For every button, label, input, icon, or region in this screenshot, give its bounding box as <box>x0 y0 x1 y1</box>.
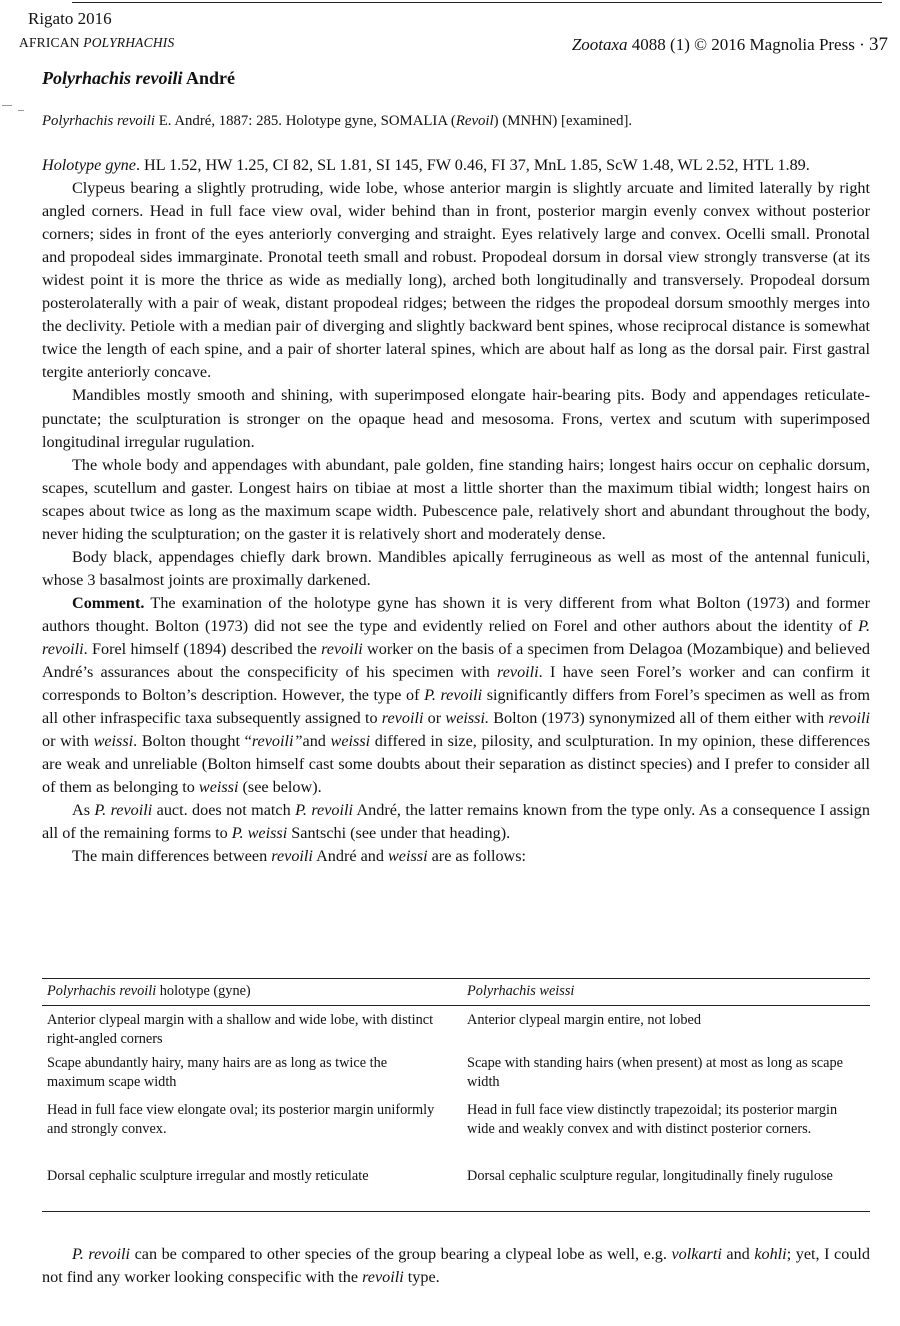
italic-text: P. revoili <box>295 801 353 820</box>
paragraph: Body black, appendages chiefly dark brown. Mandibles apically ferrugineous as well as most of the antennal funiculi, whose 3 basalmost joints are proximally darkened. <box>42 547 870 589</box>
running-head-right <box>572 34 888 56</box>
synonymy-text: E. André, 1887: 285. Holotype gyne, SOMALIA ( <box>155 113 456 129</box>
table-cell: Anterior clypeal margin with a shallow and wide lobe, with distinct right-angled corners <box>47 1011 434 1047</box>
table-header-cell <box>42 982 462 1002</box>
italic-text: P. weissi <box>231 824 288 843</box>
text-run: differed in size, pilosity, and sculpturation. In my opinion, these differences are weak and unreliable (Bolton himself cast some doubts about their separation as distinct species) and I prefer to consider all of them as belonging to <box>42 732 870 797</box>
italic-text: revoili <box>497 663 539 682</box>
synonymy-binomial: Polyrhachis revoili <box>42 113 156 129</box>
measurements-text: . HL 1.52, HW 1.25, CI 82, SL 1.81, SI 145, FW 0.46, FI 37, MnL 1.85, ScW 1.48, WL 2.52, HTL 1.89. <box>135 156 810 174</box>
table-cell: Head in full face view elongate oval; its posterior margin uniformly and strongly convex. <box>47 1101 435 1137</box>
table-row <box>42 1100 870 1166</box>
paragraph: The whole body and appendages with abundant, pale golden, fine standing hairs; longest hairs occur on cephalic dorsum, scapes, scutellum and gaster. Longest hairs on tibiae at most a little shorter than the maximum tibial width; longest hairs on scapes about twice as long as the maximum scape width. Pubescence pale, relatively short and abundant throughout the body, never hiding the sculpturation; on the gaster it is relatively short and moderately dense. <box>42 455 870 543</box>
italic-text: weissi <box>388 847 428 866</box>
text-run: auct. does not match <box>152 801 296 820</box>
text-run: . Forel himself (1894) described the <box>83 639 322 658</box>
comparison-table <box>42 978 870 1212</box>
comment-paragraph <box>42 592 870 799</box>
paragraph: Clypeus bearing a slightly protruding, wide lobe, whose anterior margin is slightly arcuate and limited laterally by right angled corners. Head in full face view oval, wider behind than in front, posterior margin evenly convex without posterior corners; sides in front of the eyes anteriorly converging and straight. Eyes relatively large and convex. Ocelli small. Pronotal and propodeal sides immarginate. Pronotal teeth small and robust. Propodeal dorsum in dorsal view strongly transverse (at its widest point it is more the thrice as wide as medially long), arched both longitudinally and transversely. Propodeal dorsum posterolaterally with a pair of weak, distant propodeal ridges; between the ridges the propodeal dorsum smoothly merges into the declivity. Petiole with a median pair of diverging and slightly backward bent spines, whose reciprocal distance is somewhat twice the length of each spine, and a pair of shorter lateral spines, which are about half as long as the dorsal pair. First gastral tergite anteriorly concave. <box>42 179 870 382</box>
synonymy-text: ) (MNHN) [examined]. <box>493 113 633 129</box>
italic-text: weissi. <box>445 709 490 728</box>
text-run: Santschi (see under that heading). <box>287 824 511 843</box>
text-run: (see below). <box>238 778 322 797</box>
text-run: The examination of the holotype gyne has shown it is very different from what Bolton (1973) and former authors thought. Bolton (1973) did not see the type and evidently relied on Forel and other authors about the identity of <box>42 593 870 635</box>
paragraph <box>42 799 870 845</box>
paragraph: Mandibles mostly smooth and shining, with superimposed elongate hair-bearing pits. Body and appendages reticulate-punctate; the sculpturation is stronger on the opaque head and mesosoma. Frons, vertex and scutum with superimposed longitudinal irregular rugulation. <box>42 386 870 451</box>
table-row <box>42 1053 870 1100</box>
running-head-genus: POLYRHACHIS <box>83 35 175 50</box>
italic-text: revoili <box>381 709 424 728</box>
text-run: ; yet, I could not find any worker looking conspecific with the <box>42 1245 870 1287</box>
text-run: . Bolton thought “ <box>133 732 252 751</box>
journal-issue: 4088 (1) © 2016 Magnolia Press · <box>627 35 869 54</box>
text-run: . I have seen Forel’s worker and can confirm it corresponds to Bolton’s description. However, the type of <box>42 663 870 705</box>
italic-text: revoili <box>362 1268 404 1287</box>
table-cell: Scape abundantly hairy, many hairs are as long as twice the maximum scape width <box>47 1054 388 1090</box>
italic-text: revoili <box>271 847 313 866</box>
table-cell: Dorsal cephalic sculpture regular, longitudinally finely rugulose <box>467 1167 833 1184</box>
paragraph <box>42 845 870 868</box>
text-run: or with <box>42 732 94 751</box>
italic-text: revoili <box>828 709 870 728</box>
species-author: André <box>182 68 236 88</box>
italic-text: volkarti <box>671 1245 722 1263</box>
text-run: or <box>423 709 446 728</box>
paragraph <box>42 1243 870 1289</box>
text-run: worker on the basis of a specimen from Delagoa (Mozambique) and believed André’s assurances about the conspecificity of his specimen with <box>42 639 870 682</box>
italic-text: revoili <box>321 639 363 658</box>
top-rule <box>72 2 882 3</box>
holotype-measurements <box>42 154 870 177</box>
description-body <box>42 154 870 868</box>
holotype-label: Holotype gyne <box>42 156 136 174</box>
page-number: 37 <box>869 34 888 55</box>
journal-name: Zootaxa <box>571 35 628 54</box>
text-run: and <box>721 1245 755 1263</box>
text-run: André and <box>312 847 388 866</box>
text-run: are as follows: <box>427 847 527 866</box>
table-header-row <box>42 979 870 1006</box>
table-cell: Scape with standing hairs (when present) at most as long as scape width <box>467 1054 843 1090</box>
text-run: type. <box>403 1268 440 1287</box>
table-row <box>42 1006 870 1053</box>
italic-text: revoili” <box>251 732 303 751</box>
species-heading <box>42 68 235 89</box>
citation-label: Rigato 2016 <box>28 9 112 28</box>
italic-text: Polyrhachis weissi <box>467 983 575 999</box>
table-cell: Dorsal cephalic sculpture irregular and mostly reticulate <box>47 1167 369 1184</box>
table-cell: Head in full face view distinctly trapezoidal; its posterior margin wide and weakly convex and with distinct posterior corners. <box>467 1101 838 1137</box>
running-head-left <box>19 35 174 51</box>
italic-text: P. revoili <box>424 686 483 705</box>
text-run: As <box>72 801 95 820</box>
scan-mark <box>18 110 24 111</box>
text-run: Bolton (1973) synonymized all of them either with <box>489 709 829 728</box>
synonymy-collector: Revoil <box>455 113 494 129</box>
italic-text: weissi <box>330 732 371 751</box>
closing-paragraph-block <box>42 1243 870 1289</box>
table-cell: Anterior clypeal margin entire, not lobed <box>467 1011 701 1028</box>
comment-label: Comment. <box>72 593 145 612</box>
text-run: significantly differs from Forel’s specimen as well as from all other infraspecific taxa subsequently assigned to <box>42 686 870 728</box>
running-head-prefix: AFRICAN <box>19 35 84 50</box>
synonymy-line <box>42 113 632 130</box>
text-run: and <box>302 732 331 751</box>
italic-text: P. revoili <box>94 801 153 820</box>
scan-mark <box>2 105 12 106</box>
text-run: The main differences between <box>72 847 272 866</box>
italic-text: weissi <box>93 732 134 751</box>
italic-text: P. revoili <box>72 1245 131 1263</box>
table-row <box>42 1166 870 1211</box>
italic-text: P. revoili <box>42 616 870 658</box>
table-header-cell <box>462 982 870 1002</box>
text-run: holotype (gyne) <box>156 983 251 999</box>
species-binomial: Polyrhachis revoili <box>42 68 183 88</box>
italic-text: kohli <box>754 1245 787 1263</box>
text-run: André, the latter remains known from the type only. As a consequence I assign all of the remaining forms to <box>42 801 870 843</box>
text-run: can be compared to other species of the group bearing a clypeal lobe as well, e.g. <box>130 1245 672 1263</box>
italic-text: Polyrhachis revoili <box>47 983 157 999</box>
italic-text: weissi <box>198 778 239 797</box>
